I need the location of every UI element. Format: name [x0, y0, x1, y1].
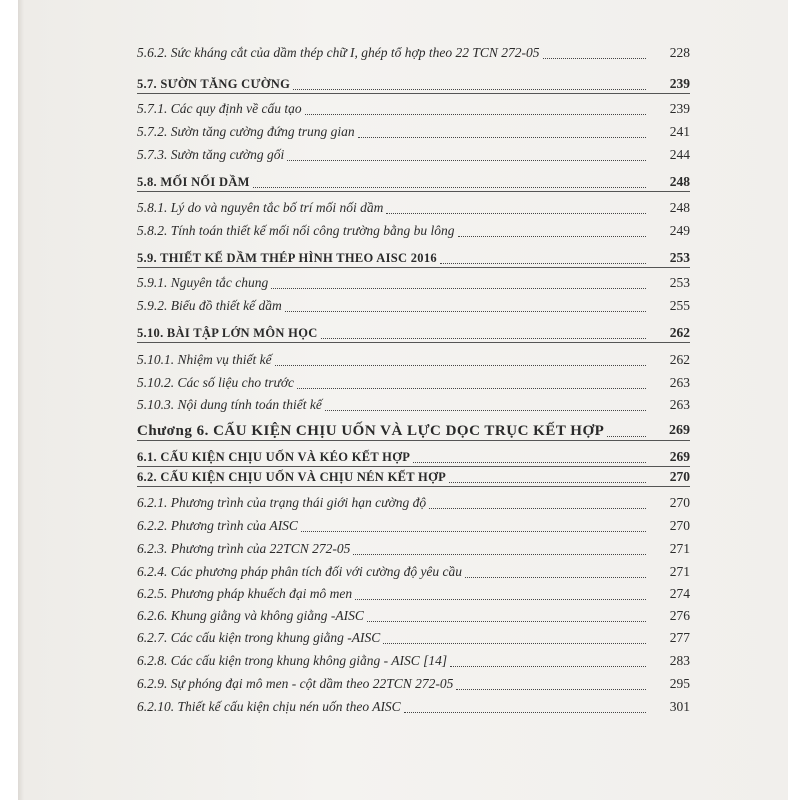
toc-entry-title: 5.9.2. Biểu đồ thiết kế dầm [137, 298, 282, 313]
toc-entry-page-number: 274 [669, 586, 690, 601]
toc-entry-page-number: 270 [669, 495, 690, 510]
toc-entry-page-number: 239 [669, 76, 690, 91]
toc-entry [0, 98, 800, 120]
leader-dots [285, 311, 646, 312]
toc-entry [0, 696, 800, 718]
toc-entry-page-number: 277 [669, 630, 690, 645]
toc-entry-title: 5.8.2. Tính toán thiết kế mối nối công trường bằng bu lông [137, 223, 455, 238]
toc-entry [0, 42, 800, 64]
toc-entry-page-number: 263 [669, 397, 690, 412]
leader-dots [305, 114, 646, 115]
toc-entry-page-number: 239 [669, 101, 690, 116]
toc-entry [0, 446, 800, 468]
toc-entry-page-number: 271 [669, 564, 690, 579]
toc-entry-page-number: 249 [669, 223, 690, 238]
leader-dots [456, 689, 646, 690]
toc-entry-title: 5.10.3. Nội dung tính toán thiết kế [137, 397, 322, 412]
toc-entry [0, 583, 800, 605]
heading-underline [137, 191, 690, 192]
toc-entry-page-number: 248 [669, 174, 690, 189]
leader-dots [293, 89, 646, 90]
toc-entry [0, 561, 800, 583]
toc-entry-title: 5.10. BÀI TẬP LỚN MÔN HỌC [137, 326, 318, 340]
leader-dots [458, 236, 646, 237]
toc-entry [0, 171, 800, 193]
toc-entry [0, 372, 800, 394]
toc-entry-page-number: 270 [669, 469, 690, 484]
leader-dots [287, 160, 646, 161]
leader-dots [450, 666, 646, 667]
toc-entry-title: 6.2.7. Các cấu kiện trong khung giằng -AISC [137, 630, 381, 645]
toc-entry [0, 538, 800, 560]
toc-entry-page-number: 228 [669, 45, 690, 60]
toc-entry-page-number: 244 [669, 147, 690, 162]
toc-entry-title: 6.1. CẤU KIỆN CHỊU UỐN VÀ KÉO KẾT HỢP [137, 450, 411, 464]
leader-dots [297, 388, 646, 389]
toc-entry-title: 6.2.10. Thiết kế cấu kiện chịu nén uốn theo AISC [137, 699, 401, 714]
leader-dots [353, 554, 646, 555]
toc-entry-title: 5.7.1. Các quy định về cấu tạo [137, 101, 302, 116]
toc-entry-page-number: 270 [669, 518, 690, 533]
toc-entry [0, 272, 800, 294]
toc-entry [0, 673, 800, 695]
heading-underline [137, 486, 690, 487]
toc-entry [0, 121, 800, 143]
leader-dots [355, 599, 646, 600]
leader-dots [271, 288, 646, 289]
toc-entry [0, 73, 800, 95]
toc-entry [0, 394, 800, 416]
toc-entry-title: 6.2.8. Các cấu kiện trong khung không giằng - AISC [14] [137, 653, 448, 668]
heading-underline [137, 267, 690, 268]
toc-entry-title: 5.9. THIẾT KẾ DẦM THÉP HÌNH THEO AISC 2016 [137, 251, 437, 265]
toc-entry-title: 6.2.3. Phương trình của 22TCN 272-05 [137, 541, 351, 556]
heading-underline [137, 440, 690, 441]
toc-entry-page-number: 248 [669, 200, 690, 215]
toc-entry [0, 420, 800, 442]
leader-dots [383, 643, 646, 644]
toc-entry [0, 349, 800, 371]
toc-entry [0, 220, 800, 242]
toc-entry [0, 627, 800, 649]
toc-entry-page-number: 301 [669, 699, 690, 714]
toc-entry [0, 492, 800, 514]
leader-dots [543, 58, 646, 59]
toc-entry-page-number: 283 [669, 653, 690, 668]
toc-entry [0, 466, 800, 488]
toc-entry-title: 5.7.2. Sườn tăng cường đứng trung gian [137, 124, 355, 139]
toc-entry-page-number: 295 [669, 676, 690, 691]
toc-entry-title: 5.7.3. Sườn tăng cường gối [137, 147, 285, 162]
leader-dots [321, 338, 646, 339]
toc-entry-title: 6.2.2. Phương trình của AISC [137, 518, 298, 533]
toc-entry-title: 6.2.4. Các phương pháp phân tích đối với cường độ yêu cầu [137, 564, 463, 579]
leader-dots [449, 482, 646, 483]
toc-entry-title: 5.10.1. Nhiệm vụ thiết kế [137, 352, 272, 367]
leader-dots [404, 712, 646, 713]
leader-dots [386, 213, 646, 214]
leader-dots [607, 436, 646, 437]
toc-entry-page-number: 271 [669, 541, 690, 556]
toc-entry-page-number: 241 [669, 124, 690, 139]
toc-entry-title: 6.2.9. Sự phóng đại mô men - cột dầm theo 22TCN 272-05 [137, 676, 454, 691]
leader-dots [275, 365, 646, 366]
toc-entry-page-number: 253 [669, 250, 690, 265]
leader-dots [253, 187, 646, 188]
toc-entry-page-number: 253 [669, 275, 690, 290]
toc-entry-title: 6.2.5. Phương pháp khuếch đại mô men [137, 586, 353, 601]
leader-dots [429, 508, 646, 509]
toc-entry-title: 5.6.2. Sức kháng cắt của dầm thép chữ I, ghép tổ hợp theo 22 TCN 272-05 [137, 45, 540, 60]
leader-dots [413, 462, 646, 463]
leader-dots [465, 577, 646, 578]
heading-underline [137, 93, 690, 94]
toc-entry-title: 5.10.2. Các số liệu cho trước [137, 375, 295, 390]
toc-entry [0, 650, 800, 672]
toc-entry-page-number: 262 [669, 352, 690, 367]
leader-dots [440, 263, 646, 264]
toc-entry-title: 5.9.1. Nguyên tắc chung [137, 275, 269, 290]
leader-dots [358, 137, 646, 138]
toc-entry [0, 197, 800, 219]
toc-entry-title: 6.2.1. Phương trình của trạng thái giới hạn cường độ [137, 495, 427, 510]
toc-entry [0, 247, 800, 269]
toc-entry-title: Chương 6. CẤU KIỆN CHỊU UỐN VÀ LỰC DỌC TRỤC KẾT HỢP [137, 423, 605, 439]
toc-entry-title: 5.8. MỐI NỐI DẦM [137, 175, 250, 189]
toc-entry-page-number: 269 [669, 449, 690, 464]
toc-entry-title: 5.7. SƯỜN TĂNG CƯỜNG [137, 77, 291, 91]
toc-entry-page-number: 269 [669, 423, 690, 438]
toc-entry-page-number: 276 [669, 608, 690, 623]
leader-dots [367, 621, 646, 622]
heading-underline [137, 342, 690, 343]
toc-entry-page-number: 255 [669, 298, 690, 313]
toc-entry [0, 144, 800, 166]
toc-entry-page-number: 263 [669, 375, 690, 390]
leader-dots [301, 531, 646, 532]
toc-entry [0, 515, 800, 537]
toc-entry-title: 5.8.1. Lý do và nguyên tắc bố trí mối nối dầm [137, 200, 384, 215]
toc-entry-title: 6.2. CẤU KIỆN CHỊU UỐN VÀ CHỊU NÉN KẾT HỢP [137, 470, 447, 484]
toc-entry-title: 6.2.6. Khung giằng và không giằng -AISC [137, 608, 364, 623]
toc-entry-page-number: 262 [669, 325, 690, 340]
toc-entry [0, 322, 800, 344]
toc-entry [0, 605, 800, 627]
toc-entry [0, 295, 800, 317]
leader-dots [325, 410, 646, 411]
